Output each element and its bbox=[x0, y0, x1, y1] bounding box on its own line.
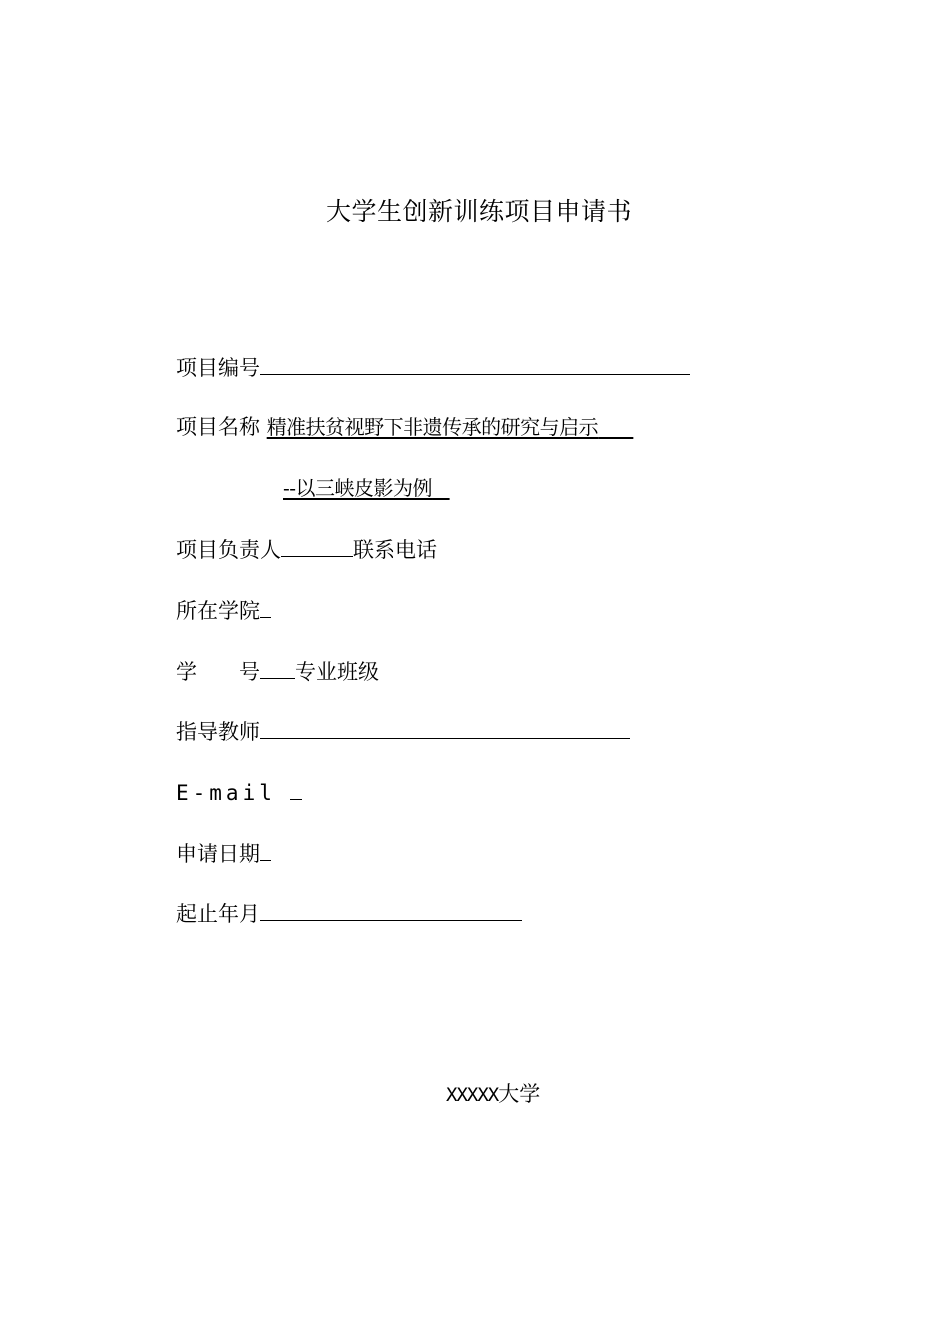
university-prefix: XXXXX bbox=[446, 1084, 499, 1106]
project-leader-label: 项目负责人 bbox=[176, 538, 281, 562]
period-label: 起止年月 bbox=[176, 902, 260, 926]
student-id-row bbox=[176, 654, 379, 686]
student-id-label: 学 号 bbox=[176, 660, 260, 684]
project-number-label: 项目编号 bbox=[176, 356, 260, 380]
college-field[interactable] bbox=[260, 593, 271, 618]
advisor-row bbox=[176, 714, 630, 746]
contact-phone-label: 联系电话 bbox=[353, 538, 437, 562]
email-label: E-mail bbox=[176, 781, 276, 805]
email-row bbox=[176, 775, 302, 807]
project-name-label: 项目名称 bbox=[176, 415, 260, 439]
advisor-field[interactable] bbox=[260, 714, 630, 739]
college-label: 所在学院 bbox=[176, 599, 260, 623]
major-class-label: 专业班级 bbox=[295, 660, 379, 684]
project-name-row bbox=[176, 411, 633, 443]
advisor-label: 指导教师 bbox=[176, 720, 260, 744]
period-row bbox=[176, 896, 522, 928]
apply-date-row bbox=[176, 836, 271, 868]
document-title: 大学生创新训练项目申请书 bbox=[325, 197, 632, 226]
project-name-value-line2[interactable]: --以三峡皮影为例 bbox=[283, 476, 433, 500]
project-name-row-2 bbox=[283, 472, 450, 504]
college-row bbox=[176, 593, 271, 625]
email-field[interactable] bbox=[290, 775, 302, 800]
apply-date-label: 申请日期 bbox=[176, 842, 260, 866]
project-leader-field[interactable] bbox=[281, 532, 353, 557]
student-id-field[interactable] bbox=[260, 654, 295, 679]
university-name bbox=[446, 1078, 540, 1111]
university-suffix: 大学 bbox=[498, 1082, 541, 1106]
project-number-field[interactable] bbox=[260, 350, 690, 375]
project-number-row bbox=[176, 350, 690, 382]
apply-date-field[interactable] bbox=[260, 836, 271, 861]
project-name-value-line1[interactable]: 精准扶贫视野下非遗传承的研究与启示 bbox=[266, 415, 599, 439]
period-field[interactable] bbox=[260, 896, 522, 921]
leader-row bbox=[176, 532, 437, 564]
